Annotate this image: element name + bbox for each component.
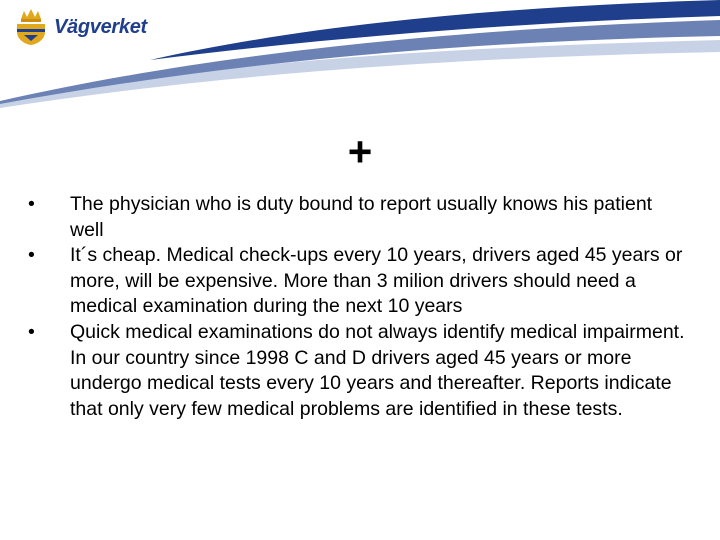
bullet-marker: • xyxy=(28,193,35,215)
bullet-item xyxy=(28,192,688,243)
brand-name: Vägverket xyxy=(54,15,147,38)
bullet-marker: • xyxy=(28,320,35,343)
bullet-text: Quick medical examinations do not always identify medical impairment. In our country since 1998 C and D drivers aged 45 years or more undergo medical tests every 10 years and thereafter. Reports indicate that only very few medical problems are identified in these tests. xyxy=(70,320,685,420)
bullet-list xyxy=(28,192,688,422)
crown-shield-icon xyxy=(14,8,48,46)
bullet-item xyxy=(28,320,688,422)
bullet-item xyxy=(28,243,688,320)
brand-logo xyxy=(14,8,147,46)
slide-title: + xyxy=(347,128,373,175)
bullet-marker: • xyxy=(28,244,35,267)
bullet-text: It´s cheap. Medical check-ups every 10 years, drivers aged 45 years or more, will be expensive. More than 3 milion drivers should need a medical examination during the next 10 years xyxy=(70,244,683,318)
bullet-text: The physician who is duty bound to report usually knows his patient well xyxy=(70,193,653,241)
